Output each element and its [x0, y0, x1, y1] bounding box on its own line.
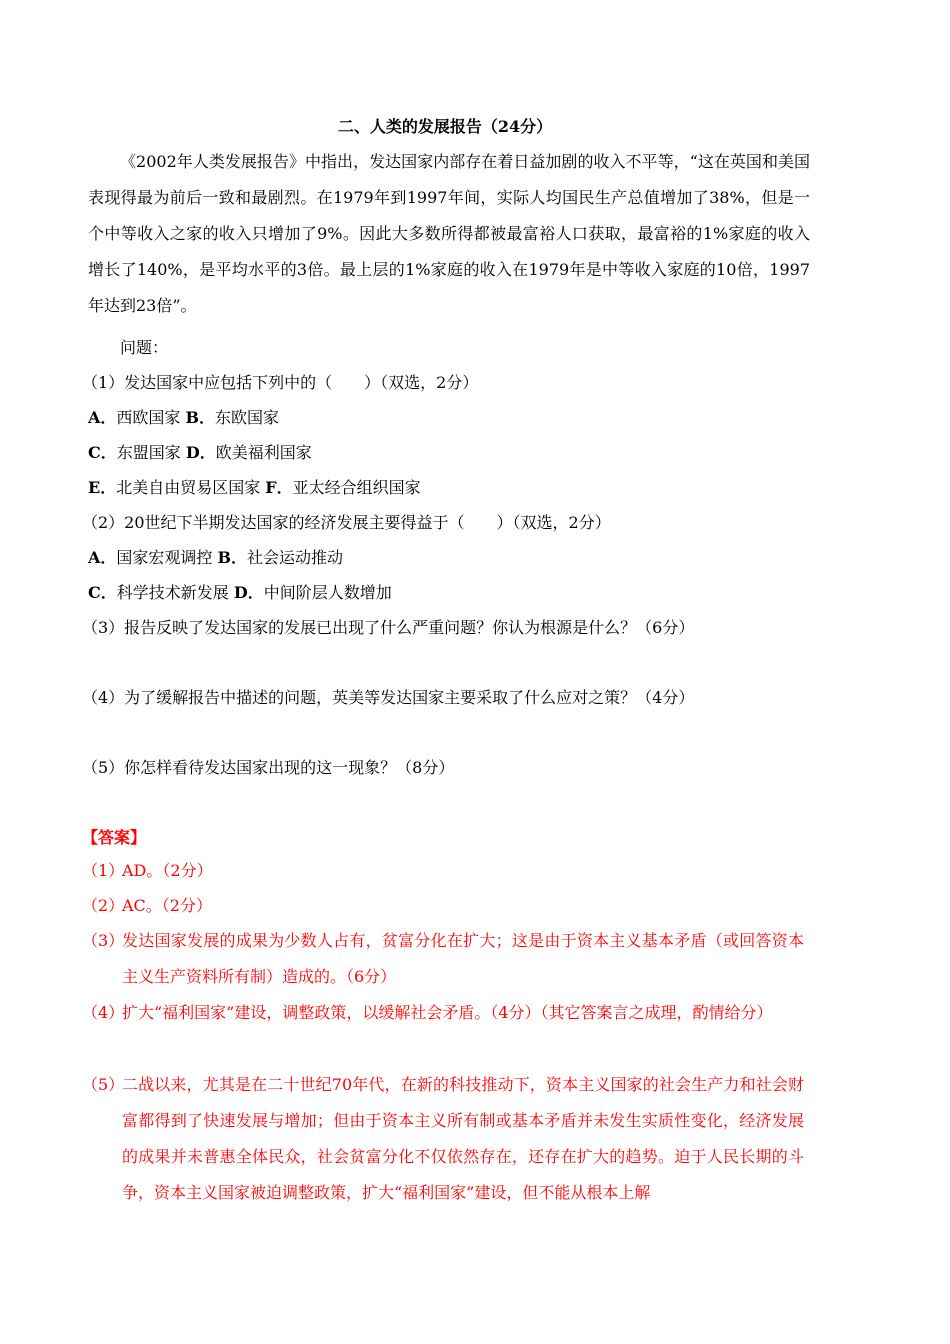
option-letter: D．: [233, 583, 264, 602]
option-letter: C．: [88, 583, 117, 602]
option-letter: F．: [265, 478, 293, 497]
answer-number: （5）: [82, 1075, 125, 1094]
option-text: 亚太经合组织国家: [292, 478, 421, 497]
q4-text: （4）为了缓解报告中描述的问题，英美等发达国家主要采取了什么应对之策？（4分）: [82, 688, 695, 707]
option-letter: E．: [88, 478, 117, 497]
question-label: 问题：: [120, 338, 169, 357]
answer-3: [82, 923, 804, 995]
option-text: 国家宏观调控: [116, 548, 218, 567]
answer-text: 发达国家发展的成果为少数人占有，贫富分化在扩大；这是由于资本主义基本矛盾（或回答资本主义生产资料所有制）造成的。（6分）: [122, 931, 804, 986]
q1-option-row: [88, 407, 279, 429]
q2-option-row: [88, 547, 343, 569]
answer-text: 二战以来，尤其是在二十世纪70年代，在新的科技推动下，资本主义国家的社会生产力和社会财富都得到了快速发展与增加；但由于资本主义所有制或基本矛盾并未发生实质性变化，经济发展的成果并未普惠全体民众，社会贫富分化不仅依然存在，还存在扩大的趋势。迫于人民长期的斗争，资本主义国家被迫调整政策，扩大“福利国家”建设，但不能从根本上解: [122, 1075, 804, 1202]
answer-number: （1）: [82, 861, 125, 880]
option-text: 欧美福利国家: [215, 443, 312, 462]
option-text: 中间阶层人数增加: [263, 583, 392, 602]
option-letter: B．: [185, 408, 216, 427]
intro-text: 《2002年人类发展报告》中指出，发达国家内部存在着日益加剧的收入不平等，“这在英国和美国表现得最为前后一致和最剧烈。在1979年到1997年间，实际人均国民生产总值增加了38%，但是一个中等收入之家的收入只增加了9%。因此大多数所得都被最富裕人口获取，最富裕的1%家庭的收入增长了140%，是平均水平的3倍。最上层的1%家庭的收入在1979年是中等收入家庭的10倍，1997年达到23倍”。: [88, 152, 810, 315]
option-text: 西欧国家: [116, 408, 186, 427]
option-text: 东欧国家: [215, 408, 280, 427]
answer-1: [82, 853, 804, 889]
answer-number: （3）: [82, 931, 125, 950]
answer-text: 扩大“福利国家”建设，调整政策，以缓解社会矛盾。（4分）（其它答案言之成理，酌情给分）: [122, 1003, 773, 1022]
answer-text: AC。（2分）: [122, 896, 212, 915]
option-text: 东盟国家: [116, 443, 186, 462]
q1-stem: （1）发达国家中应包括下列中的（ ）（双选，2分）: [82, 373, 479, 392]
q2-stem: （2）20世纪下半期发达国家的经济发展主要得益于（ ）（双选，2分）: [82, 513, 611, 532]
q3-text: （3）报告反映了发达国家的发展已出现了什么严重问题？你认为根源是什么？（6分）: [82, 618, 695, 637]
q2-option-row: [88, 582, 392, 604]
option-letter: A．: [88, 408, 117, 427]
intro-paragraph: [88, 144, 810, 324]
answer-number: （2）: [82, 896, 125, 915]
answer-5: [82, 1067, 804, 1211]
option-letter: C．: [88, 443, 117, 462]
answer-4: [82, 995, 804, 1031]
q5-text: （5）你怎样看待发达国家出现的这一现象？（8分）: [82, 758, 455, 777]
option-letter: D．: [185, 443, 216, 462]
option-text: 科学技术新发展: [116, 583, 234, 602]
answer-heading: 【答案】: [82, 828, 147, 847]
option-letter: B．: [217, 548, 248, 567]
answer-number: （4）: [82, 1003, 125, 1022]
section-title: 二、人类的发展报告（24分）: [337, 117, 553, 136]
q1-option-row: [88, 442, 312, 464]
option-text: 北美自由贸易区国家: [116, 478, 266, 497]
option-letter: A．: [88, 548, 117, 567]
answer-text: AD。（2分）: [122, 861, 213, 880]
answer-2: [82, 888, 804, 924]
option-text: 社会运动推动: [247, 548, 344, 567]
q1-option-row: [88, 477, 421, 499]
